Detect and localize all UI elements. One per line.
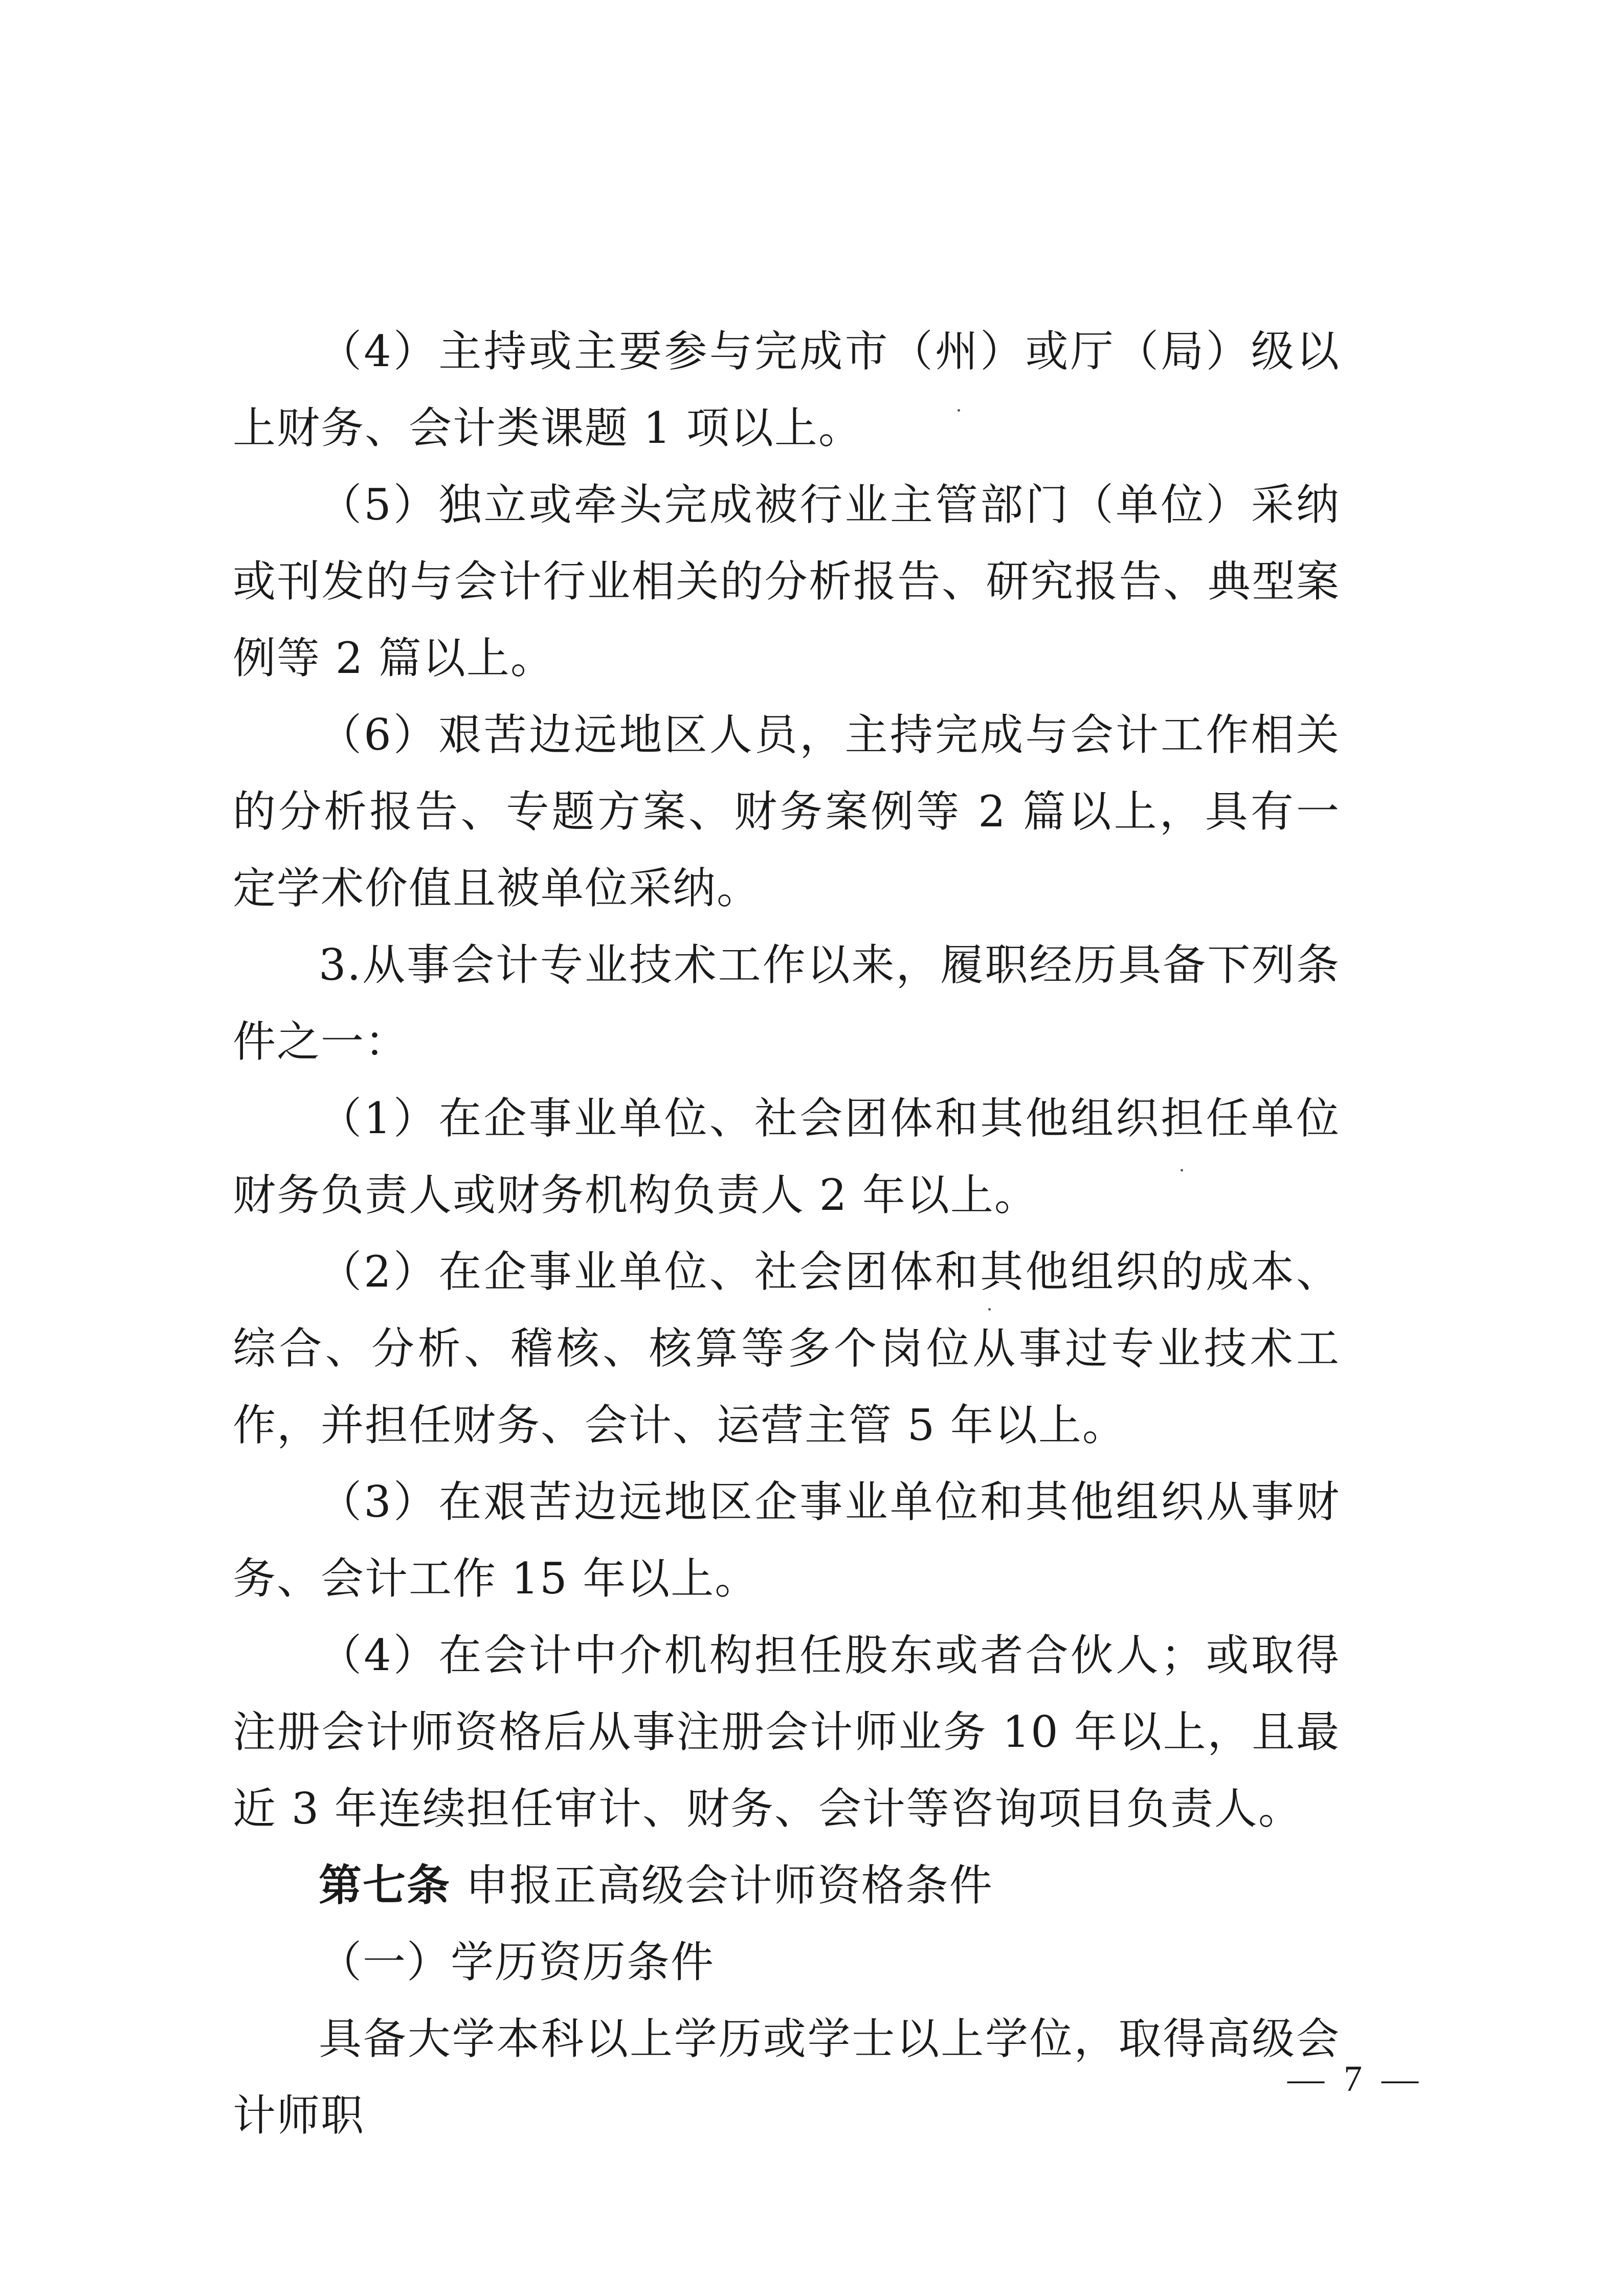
paragraph-item-3-remote-area-work: （3）在艰苦边远地区企事业单位和其他组织从事财务、会计工作 15 年以上。 bbox=[233, 1477, 1340, 1604]
page-number: — 7 — bbox=[1287, 2058, 1423, 2099]
scan-speck bbox=[958, 409, 960, 412]
article-heading bbox=[233, 1847, 1340, 1924]
paragraph-item-1-financial-head: （1）在企事业单位、社会团体和其他组织担任单位财务负责人或财务机构负责人 2 年以上。 bbox=[233, 1093, 1340, 1220]
paragraph-item-2-multiple-posts: （2）在企事业单位、社会团体和其他组织的成本、综合、分析、稽核、核算等多个岗位从事过专业技术工作，并担任财务、会计、运营主管 5 年以上。 bbox=[233, 1247, 1340, 1450]
paragraph-item-4-research-project: （4）主持或主要参与完成市（州）或厅（局）级以上财务、会计类课题 1 项以上。 bbox=[233, 326, 1340, 453]
article-title: 申报正高级会计师资格条件 bbox=[465, 1860, 993, 1910]
paragraph-condition-3-intro: 3.从事会计专业技术工作以来，履职经历具备下列条件之一： bbox=[233, 940, 1340, 1067]
paragraph-education-requirement: 具备大学本科以上学历或学士以上学位，取得高级会计师职 bbox=[233, 2014, 1340, 2141]
paragraph-item-4-cpa-firm: （4）在会计中介机构担任股东或者合伙人；或取得注册会计师资格后从事注册会计师业务 10 年以上，且最近 3 年连续担任审计、财务、会计等咨询项目负责人。 bbox=[233, 1630, 1340, 1834]
body-text bbox=[233, 313, 1340, 2154]
scan-speck bbox=[988, 1308, 991, 1311]
section-heading: （一）学历资历条件 bbox=[319, 1937, 715, 1987]
scan-speck bbox=[1181, 1169, 1183, 1172]
paragraph-item-5-analysis-reports: （5）独立或牵头完成被行业主管部门（单位）采纳或刊发的与会计行业相关的分析报告、研究报告、典型案例等 2 篇以上。 bbox=[233, 480, 1340, 683]
article-number: 第七条 bbox=[319, 1860, 451, 1910]
paragraph-item-6-remote-area-reports: （6）艰苦边远地区人员，主持完成与会计工作相关的分析报告、专题方案、财务案例等 2 篇以上，具有一定学术价值且被单位采纳。 bbox=[233, 710, 1340, 913]
